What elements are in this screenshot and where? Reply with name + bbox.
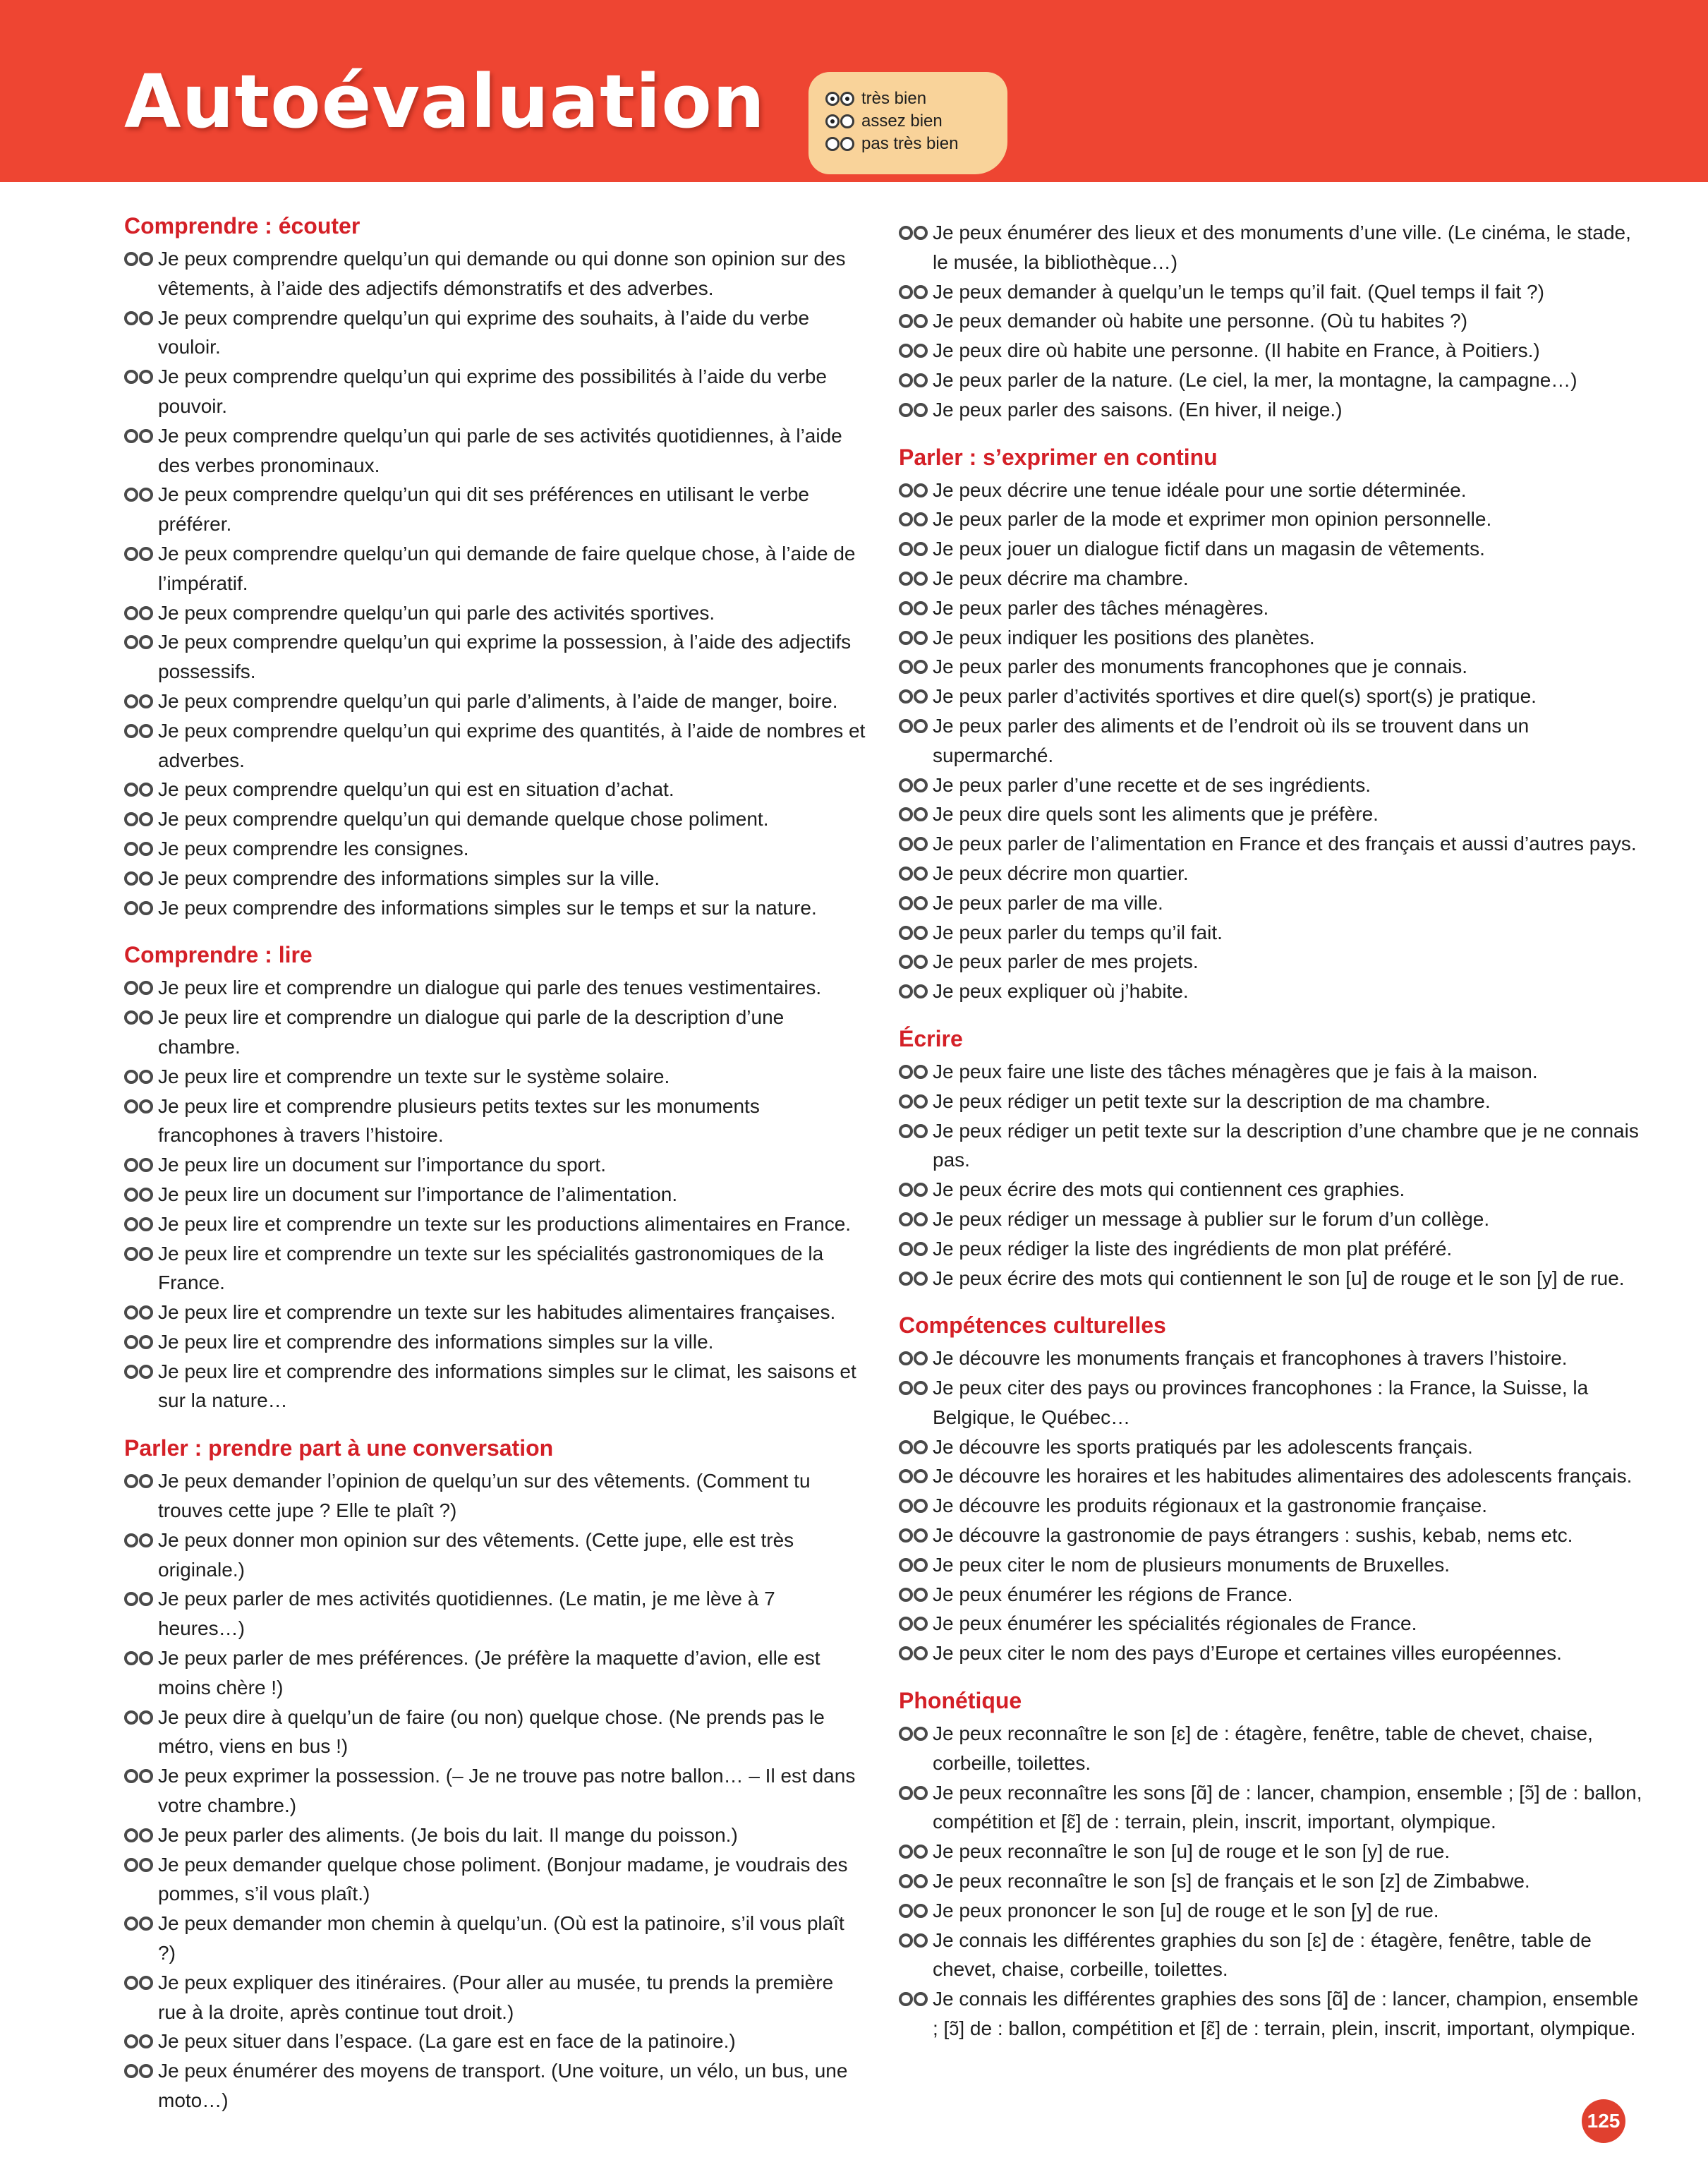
rating-eyes-icon[interactable] <box>899 1124 928 1138</box>
checklist-item-text: Je peux parler de la mode et exprimer mon opinion personnelle. <box>933 508 1492 531</box>
checklist-item <box>124 1180 866 1209</box>
rating-eyes-icon[interactable] <box>124 842 153 856</box>
checklist-item <box>899 1491 1647 1521</box>
checklist-item <box>899 1116 1647 1176</box>
checklist-item <box>124 716 866 775</box>
checklist-item <box>124 1821 866 1850</box>
checklist-item <box>899 711 1647 771</box>
rating-eyes-icon[interactable] <box>899 1992 928 2006</box>
rating-eyes-icon[interactable] <box>124 783 153 797</box>
rating-eyes-icon[interactable] <box>899 1588 928 1602</box>
checklist-item-text: Je peux lire et comprendre un texte sur les spécialités gastronomiques de la France. <box>158 1242 824 1294</box>
checklist-item <box>899 593 1647 623</box>
rating-eyes-icon[interactable] <box>124 1592 153 1606</box>
checklist-item-text: Je connais les différentes graphies des sons [ɑ̃] de : lancer, champion, ensemble ; [ɔ̃] de : ballon, compétition et [ɛ̃] de : terrain, plein, inscrit, important, olympique. <box>933 1988 1639 2040</box>
checklist-item-text: Je peux comprendre des informations simples sur le temps et sur la nature. <box>158 896 817 919</box>
checklist-item-text: Je découvre la gastronomie de pays étrangers : sushis, kebab, nems etc. <box>933 1524 1573 1547</box>
rating-eyes-icon[interactable] <box>899 1094 928 1109</box>
checklist-item <box>124 1150 866 1180</box>
checklist-item <box>124 1643 866 1703</box>
checklist-item-text: Je peux reconnaître les sons [ɑ̃] de : lancer, champion, ensemble ; [ɔ̃] de : ballon, compétition et [ɛ̃] de : terrain, plein, inscrit, important, olympique. <box>933 1781 1642 1833</box>
rating-eyes-icon[interactable] <box>899 601 928 615</box>
checklist-item-text: Je peux parler des saisons. (En hiver, il neige.) <box>933 398 1343 421</box>
checklist-item-text: Je peux rédiger un petit texte sur la description de ma chambre. <box>933 1089 1491 1112</box>
checklist-item <box>899 888 1647 918</box>
checklist-item-text: Je peux lire et comprendre un texte sur les habitudes alimentaires françaises. <box>158 1301 836 1324</box>
checklist-item <box>899 1461 1647 1491</box>
checklist-item <box>124 1850 866 1909</box>
rating-eyes-icon[interactable] <box>124 1976 153 1990</box>
rating-eyes-icon[interactable] <box>899 1440 928 1454</box>
checklist-item-text: Je peux parler de la nature. (Le ciel, la mer, la montagne, la campagne…) <box>933 368 1577 391</box>
rating-eyes-icon[interactable] <box>899 373 928 387</box>
checklist-item <box>124 362 866 421</box>
rating-eyes-icon[interactable] <box>124 1010 153 1025</box>
section-title: Comprendre : écouter <box>124 213 361 239</box>
rating-eyes-icon[interactable] <box>124 311 153 325</box>
checklist-item-text: Je découvre les produits régionaux et la gastronomie française. <box>933 1495 1487 1517</box>
checklist-item-text: Je peux énumérer les spécialités régionales de France. <box>933 1612 1417 1635</box>
section-title: Compétences culturelles <box>899 1312 1166 1339</box>
checklist-item-text: Je peux comprendre quelqu’un qui exprime des souhaits, à l’aide du verbe vouloir. <box>158 306 810 358</box>
checklist-item <box>899 277 1647 307</box>
checklist-item <box>899 1837 1647 1866</box>
section-title: Écrire <box>899 1025 963 1051</box>
rating-eyes-icon[interactable] <box>124 1099 153 1113</box>
checklist-item <box>899 1205 1647 1234</box>
checklist-item <box>124 1909 866 1968</box>
rating-eyes-icon[interactable] <box>899 572 928 586</box>
checklist-item <box>899 1609 1647 1638</box>
checklist-item-text: Je peux expliquer des itinéraires. (Pour aller au musée, tu prends la première rue à la droite, après continue tout droit.) <box>158 1971 834 2023</box>
checklist-item-text: Je peux citer des pays ou provinces francophones : la France, la Suisse, la Belgique, le Québec… <box>933 1377 1589 1428</box>
checklist-item <box>124 627 866 687</box>
rating-eyes-icon[interactable] <box>899 1646 928 1660</box>
checklist-item-text: Je peux parler des aliments et de l’endroit où ils se trouvent dans un supermarché. <box>933 714 1530 766</box>
rating-eyes-icon <box>825 137 854 151</box>
checklist-item <box>124 1968 866 2027</box>
checklist-item <box>899 564 1647 593</box>
checklist-item-text: Je peux comprendre quelqu’un qui demande de faire quelque chose, à l’aide de l’impératif. <box>158 542 856 594</box>
checklist-item-text: Je peux comprendre quelqu’un qui demande quelque chose poliment. <box>158 808 769 831</box>
checklist-item <box>899 1264 1647 1293</box>
rating-eyes-icon[interactable] <box>124 1188 153 1202</box>
checklist-item-text: Je peux lire et comprendre des informations simples sur la ville. <box>158 1330 714 1353</box>
rating-eyes-icon[interactable] <box>124 429 153 443</box>
checklist-item <box>899 366 1647 395</box>
rating-eyes-icon[interactable] <box>899 1499 928 1513</box>
checklist-item <box>124 1209 866 1239</box>
checklist-item-text: Je peux reconnaître le son [u] de rouge et le son [y] de rue. <box>933 1840 1450 1863</box>
rating-eyes-icon[interactable] <box>899 631 928 645</box>
checklist-item-text: Je peux lire un document sur l’importance du sport. <box>158 1154 606 1176</box>
checklist-item <box>899 1926 1647 1985</box>
right-column <box>899 218 1647 2044</box>
checklist-item <box>124 480 866 539</box>
rating-eyes-icon[interactable] <box>124 1474 153 1488</box>
checklist-item-text: Je peux citer le nom de plusieurs monuments de Bruxelles. <box>933 1553 1450 1576</box>
section-title: Parler : s’exprimer en continu <box>899 444 1218 470</box>
checklist-item <box>899 306 1647 336</box>
checklist-item-text: Je peux indiquer les positions des planètes. <box>933 626 1315 648</box>
checklist-item-text: Je peux demander à quelqu’un le temps qu’il fait. (Quel temps il fait ?) <box>933 280 1544 303</box>
rating-eyes-icon[interactable] <box>899 1242 928 1256</box>
checklist-item-text: Je peux rédiger la liste des ingrédients de mon plat préféré. <box>933 1237 1453 1260</box>
checklist-item <box>124 834 866 864</box>
checklist <box>124 1466 866 2115</box>
checklist-item-text: Je peux demander où habite une personne. (Où tu habites ?) <box>933 310 1468 332</box>
checklist-item-text: Je peux exprimer la possession. (– Je ne trouve pas notre ballon… – Il est dans votre chambre.) <box>158 1765 856 1817</box>
rating-eyes-icon[interactable] <box>899 403 928 417</box>
checklist-item <box>899 1521 1647 1550</box>
legend-label: pas très bien <box>861 134 959 153</box>
rating-eyes-icon[interactable] <box>124 1365 153 1379</box>
checklist-item <box>899 1234 1647 1264</box>
rating-eyes-icon[interactable] <box>124 1070 153 1084</box>
checklist <box>899 1719 1647 2044</box>
checklist-item <box>124 2056 866 2115</box>
checklist-item-text: Je peux parler d’une recette et de ses ingrédients. <box>933 773 1371 796</box>
rating-eyes-icon[interactable] <box>899 1528 928 1543</box>
rating-eyes-icon[interactable] <box>124 606 153 620</box>
rating-eyes-icon[interactable] <box>124 1828 153 1842</box>
checklist-item-text: Je peux lire et comprendre un dialogue qui parle des tenues vestimentaires. <box>158 977 822 999</box>
rating-eyes-icon[interactable] <box>124 901 153 915</box>
checklist-item <box>124 539 866 598</box>
checklist-item <box>899 829 1647 859</box>
checklist-item-text: Je peux demander mon chemin à quelqu’un. (Où est la patinoire, s’il vous plaît ?) <box>158 1912 844 1964</box>
rating-eyes-icon[interactable] <box>899 689 928 704</box>
checklist-item-text: Je peux comprendre quelqu’un qui parle des activités sportives. <box>158 601 715 624</box>
rating-eyes-icon[interactable] <box>899 896 928 910</box>
rating-eyes-icon[interactable] <box>124 488 153 502</box>
rating-eyes-icon[interactable] <box>124 724 153 738</box>
checklist-item-text: Je peux parler de mes préférences. (Je préfère la maquette d’avion, elle est moins chère !) <box>158 1647 820 1698</box>
checklist-item <box>899 505 1647 534</box>
checklist-item-text: Je connais les différentes graphies du son [ɛ] de : étagère, fenêtre, table de chevet, chaise, corbeille, toilettes. <box>933 1928 1592 1981</box>
checklist-item <box>899 1550 1647 1580</box>
rating-eyes-icon[interactable] <box>899 867 928 881</box>
checklist <box>899 218 1647 425</box>
checklist-item-text: Je peux comprendre quelqu’un qui parle de ses activités quotidiennes, à l’aide des verbes pronominaux. <box>158 424 842 476</box>
checklist-item-text: Je peux expliquer où j’habite. <box>933 980 1189 1003</box>
checklist-item-text: Je peux parler de l’alimentation en France et des français et aussi d’autres pays. <box>933 833 1637 855</box>
rating-eyes-icon[interactable] <box>899 1617 928 1631</box>
rating-eyes-icon[interactable] <box>899 344 928 358</box>
rating-eyes-icon[interactable] <box>124 1710 153 1725</box>
checklist-item <box>899 1432 1647 1462</box>
checklist-item <box>899 1373 1647 1432</box>
checklist-item-text: Je peux énumérer des moyens de transport. (Une voiture, un vélo, un bus, une moto…) <box>158 2060 848 2112</box>
checklist-item-text: Je peux comprendre des informations simples sur la ville. <box>158 867 660 889</box>
checklist-item <box>899 1580 1647 1610</box>
checklist-item <box>899 336 1647 366</box>
checklist-item <box>899 476 1647 505</box>
rating-eyes-icon[interactable] <box>899 837 928 851</box>
rating-eyes-icon[interactable] <box>124 981 153 995</box>
rating-eyes-icon[interactable] <box>124 1858 153 1872</box>
rating-legend <box>808 72 1007 174</box>
checklist-item <box>124 1239 866 1298</box>
checklist-item <box>124 244 866 303</box>
left-column <box>124 212 866 2115</box>
rating-eyes-icon[interactable] <box>124 370 153 384</box>
checklist-item <box>899 395 1647 425</box>
rating-eyes-icon[interactable] <box>899 1381 928 1395</box>
checklist-item-text: Je découvre les monuments français et francophones à travers l’histoire. <box>933 1347 1568 1370</box>
checklist-item <box>899 623 1647 653</box>
legend-row <box>825 87 1007 110</box>
checklist-item <box>899 1087 1647 1116</box>
legend-row <box>825 133 1007 155</box>
checklist-item <box>124 1327 866 1357</box>
rating-eyes-icon[interactable] <box>899 314 928 328</box>
checklist-item <box>899 1344 1647 1373</box>
checklist-item-text: Je peux dire où habite une personne. (Il habite en France, à Poitiers.) <box>933 339 1540 362</box>
checklist <box>899 476 1647 1006</box>
checklist-item-text: Je peux parler des aliments. (Je bois du lait. Il mange du poisson.) <box>158 1823 738 1846</box>
checklist-item-text: Je peux parler de mes activités quotidiennes. (Le matin, je me lève à 7 heures…) <box>158 1588 775 1640</box>
checklist <box>899 1057 1647 1293</box>
checklist-item <box>899 1896 1647 1926</box>
rating-eyes-icon[interactable] <box>899 1065 928 1079</box>
rating-eyes-icon[interactable] <box>124 252 153 266</box>
checklist-item-text: Je peux décrire une tenue idéale pour une sortie déterminée. <box>933 478 1467 501</box>
checklist-item-text: Je peux parler de mes projets. <box>933 950 1199 973</box>
checklist-item <box>899 1719 1647 1778</box>
checklist-item <box>899 1984 1647 2044</box>
checklist-item <box>124 303 866 363</box>
rating-eyes-icon[interactable] <box>899 1469 928 1483</box>
rating-eyes-icon[interactable] <box>899 483 928 497</box>
legend-label: très bien <box>861 89 927 108</box>
rating-eyes-icon[interactable] <box>124 635 153 649</box>
checklist-item <box>124 1584 866 1643</box>
rating-eyes-icon[interactable] <box>899 955 928 969</box>
checklist-item-text: Je peux parler du temps qu’il fait. <box>933 921 1223 943</box>
checklist-item <box>124 893 866 923</box>
checklist-item-text: Je peux prononcer le son [u] de rouge et le son [y] de rue. <box>933 1899 1439 1921</box>
checklist-item <box>899 771 1647 800</box>
checklist <box>124 973 866 1416</box>
checklist-item-text: Je peux parler d’activités sportives et dire quel(s) sport(s) je pratique. <box>933 685 1537 708</box>
rating-eyes-icon[interactable] <box>899 1183 928 1197</box>
checklist-item-text: Je peux citer le nom des pays d’Europe et certaines villes européennes. <box>933 1642 1562 1665</box>
checklist-item-text: Je peux comprendre quelqu’un qui parle d’aliments, à l’aide de manger, boire. <box>158 689 838 712</box>
checklist-item-text: Je découvre les horaires et les habitudes alimentaires des adolescents français. <box>933 1465 1633 1487</box>
checklist-item <box>124 1003 866 1062</box>
checklist-item-text: Je peux énumérer des lieux et des monuments d’une ville. (Le cinéma, le stade, le musée, la bibliothèque…) <box>933 222 1631 273</box>
checklist-item-text: Je peux donner mon opinion sur des vêtements. (Cette jupe, elle est très originale.) <box>158 1528 794 1581</box>
header-banner <box>0 0 1708 182</box>
checklist-item <box>124 1062 866 1092</box>
rating-eyes-icon[interactable] <box>124 694 153 708</box>
checklist-item-text: Je peux décrire ma chambre. <box>933 567 1189 589</box>
checklist-item <box>124 421 866 481</box>
rating-eyes-icon[interactable] <box>899 542 928 556</box>
rating-eyes-icon[interactable] <box>124 547 153 561</box>
rating-eyes-icon[interactable] <box>899 1212 928 1226</box>
rating-eyes-icon[interactable] <box>899 1351 928 1365</box>
rating-eyes-icon[interactable] <box>899 1272 928 1286</box>
checklist-item <box>124 2027 866 2056</box>
legend-row <box>825 110 1007 133</box>
checklist-item <box>124 1092 866 1151</box>
rating-eyes-icon[interactable] <box>899 1904 928 1918</box>
checklist-item-text: Je peux reconnaître le son [s] de français et le son [z] de Zimbabwe. <box>933 1870 1530 1893</box>
rating-eyes-icon[interactable] <box>899 1845 928 1859</box>
checklist-item-text: Je peux parler des tâches ménagères. <box>933 596 1269 619</box>
checklist-item-text: Je peux lire et comprendre des informations simples sur le climat, les saisons et sur la nature… <box>158 1360 856 1412</box>
checklist-item-text: Je peux comprendre quelqu’un qui exprime la possession, à l’aide des adjectifs possessifs. <box>158 631 852 683</box>
checklist-item <box>899 1866 1647 1896</box>
rating-eyes-icon[interactable] <box>899 285 928 299</box>
rating-eyes-icon[interactable] <box>899 1933 928 1948</box>
checklist-item-text: Je peux lire et comprendre plusieurs petits textes sur les monuments francophones à travers l’histoire. <box>158 1094 760 1147</box>
checklist-item <box>124 598 866 628</box>
checklist-item-text: Je peux reconnaître le son [ɛ] de : étagère, fenêtre, table de chevet, chaise, corbeille, toilettes. <box>933 1722 1593 1774</box>
rating-eyes-icon[interactable] <box>899 926 928 940</box>
checklist-item-text: Je peux écrire des mots qui contiennent ces graphies. <box>933 1178 1405 1201</box>
rating-eyes-icon[interactable] <box>899 807 928 821</box>
checklist-item <box>124 1761 866 1821</box>
checklist-item <box>124 687 866 716</box>
checklist-item <box>899 1638 1647 1668</box>
checklist-item-text: Je peux écrire des mots qui contiennent le son [u] de rouge et le son [y] de rue. <box>933 1267 1625 1289</box>
checklist-item-text: Je peux comprendre quelqu’un qui est en situation d’achat. <box>158 778 674 801</box>
checklist-item-text: Je peux comprendre quelqu’un qui exprime des quantités, à l’aide de nombres et adverbes. <box>158 719 866 771</box>
checklist-item <box>124 775 866 804</box>
checklist-item-text: Je peux comprendre quelqu’un qui exprime des possibilités à l’aide du verbe pouvoir. <box>158 366 827 417</box>
section-title: Comprendre : lire <box>124 942 313 968</box>
checklist-item <box>899 799 1647 829</box>
checklist-item-text: Je peux rédiger un petit texte sur la description d’une chambre que je ne connais pas. <box>933 1119 1639 1171</box>
checklist-item <box>124 973 866 1003</box>
checklist-item-text: Je peux comprendre quelqu’un qui demande ou qui donne son opinion sur des vêtements, à l’aide des adjectifs démonstratifs et des adverbes. <box>158 248 846 299</box>
checklist <box>899 1344 1647 1668</box>
rating-eyes-icon[interactable] <box>124 871 153 886</box>
checklist-item <box>124 1703 866 1762</box>
checklist-item-text: Je peux lire et comprendre un texte sur les productions alimentaires en France. <box>158 1212 852 1235</box>
checklist-item-text: Je peux parler de ma ville. <box>933 891 1163 914</box>
checklist-item-text: Je peux énumérer les régions de France. <box>933 1583 1293 1605</box>
checklist-item <box>899 859 1647 888</box>
rating-eyes-icon[interactable] <box>124 1217 153 1231</box>
checklist-item-text: Je peux faire une liste des tâches ménagères que je fais à la maison. <box>933 1060 1538 1082</box>
rating-eyes-icon[interactable] <box>124 1335 153 1349</box>
checklist <box>124 244 866 922</box>
rating-eyes-icon[interactable] <box>899 778 928 792</box>
checklist-item-text: Je peux comprendre quelqu’un qui dit ses préférences en utilisant le verbe préférer. <box>158 483 810 536</box>
checklist-item-text: Je peux lire et comprendre un texte sur le système solaire. <box>158 1065 670 1087</box>
checklist-item-text: Je peux lire un document sur l’importance de l’alimentation. <box>158 1183 678 1205</box>
checklist-item <box>899 534 1647 564</box>
section-title: Phonétique <box>899 1688 1022 1714</box>
checklist-item <box>124 1466 866 1526</box>
checklist-item-text: Je peux lire et comprendre un dialogue qui parle de la description d’une chambre. <box>158 1006 785 1058</box>
checklist-item-text: Je peux jouer un dialogue fictif dans un magasin de vêtements. <box>933 538 1485 560</box>
page-title: Autoévaluation <box>124 59 765 145</box>
rating-eyes-icon[interactable] <box>124 1247 153 1261</box>
rating-eyes-icon[interactable] <box>124 812 153 826</box>
rating-eyes-icon[interactable] <box>899 660 928 674</box>
rating-eyes-icon[interactable] <box>899 984 928 998</box>
rating-eyes-icon[interactable] <box>899 1874 928 1888</box>
checklist-item <box>899 682 1647 711</box>
checklist-item-text: Je peux parler des monuments francophones que je connais. <box>933 656 1468 678</box>
rating-eyes-icon[interactable] <box>124 1158 153 1172</box>
rating-eyes-icon[interactable] <box>124 1533 153 1547</box>
checklist-item-text: Je peux comprendre les consignes. <box>158 837 469 859</box>
checklist-item <box>899 947 1647 977</box>
checklist-item <box>124 1526 866 1585</box>
checklist-item-text: Je peux demander quelque chose poliment. (Bonjour madame, je voudrais des pommes, s’il vous plaît.) <box>158 1853 848 1905</box>
checklist-item-text: Je découvre les sports pratiqués par les adolescents français. <box>933 1435 1473 1458</box>
rating-eyes-icon[interactable] <box>124 1305 153 1320</box>
rating-eyes-icon <box>825 92 854 106</box>
checklist-item <box>899 652 1647 682</box>
checklist-item-text: Je peux dire à quelqu’un de faire (ou non) quelque chose. (Ne prends pas le métro, viens en bus !) <box>158 1706 825 1758</box>
checklist-item <box>124 1357 866 1416</box>
checklist-item <box>899 918 1647 948</box>
rating-eyes-icon[interactable] <box>899 1558 928 1572</box>
checklist-item <box>899 218 1647 277</box>
rating-eyes-icon[interactable] <box>899 1727 928 1741</box>
checklist-item-text: Je peux rédiger un message à publier sur le forum d’un collège. <box>933 1207 1490 1230</box>
rating-eyes-icon[interactable] <box>124 1651 153 1665</box>
checklist-item <box>899 977 1647 1006</box>
rating-eyes-icon <box>825 114 854 128</box>
checklist-item <box>124 864 866 893</box>
checklist-item-text: Je peux décrire mon quartier. <box>933 862 1189 884</box>
rating-eyes-icon[interactable] <box>899 226 928 240</box>
rating-eyes-icon[interactable] <box>899 719 928 733</box>
rating-eyes-icon[interactable] <box>899 512 928 526</box>
rating-eyes-icon[interactable] <box>124 1769 153 1783</box>
rating-eyes-icon[interactable] <box>899 1786 928 1800</box>
section-title: Parler : prendre part à une conversation <box>124 1435 554 1461</box>
rating-eyes-icon[interactable] <box>124 1917 153 1931</box>
checklist-item-text: Je peux demander l’opinion de quelqu’un sur des vêtements. (Comment tu trouves cette jupe ? Elle te plaît ?) <box>158 1470 811 1522</box>
checklist-item <box>124 804 866 834</box>
checklist-item-text: Je peux situer dans l’espace. (La gare est en face de la patinoire.) <box>158 2030 736 2053</box>
checklist-item <box>899 1778 1647 1837</box>
checklist-item <box>899 1057 1647 1087</box>
page-number: 125 <box>1582 2099 1625 2143</box>
rating-eyes-icon[interactable] <box>124 2034 153 2048</box>
legend-label: assez bien <box>861 111 943 131</box>
checklist-item <box>124 1298 866 1327</box>
checklist-item-text: Je peux dire quels sont les aliments que je préfère. <box>933 803 1379 826</box>
rating-eyes-icon[interactable] <box>124 2064 153 2078</box>
checklist-item <box>899 1175 1647 1205</box>
